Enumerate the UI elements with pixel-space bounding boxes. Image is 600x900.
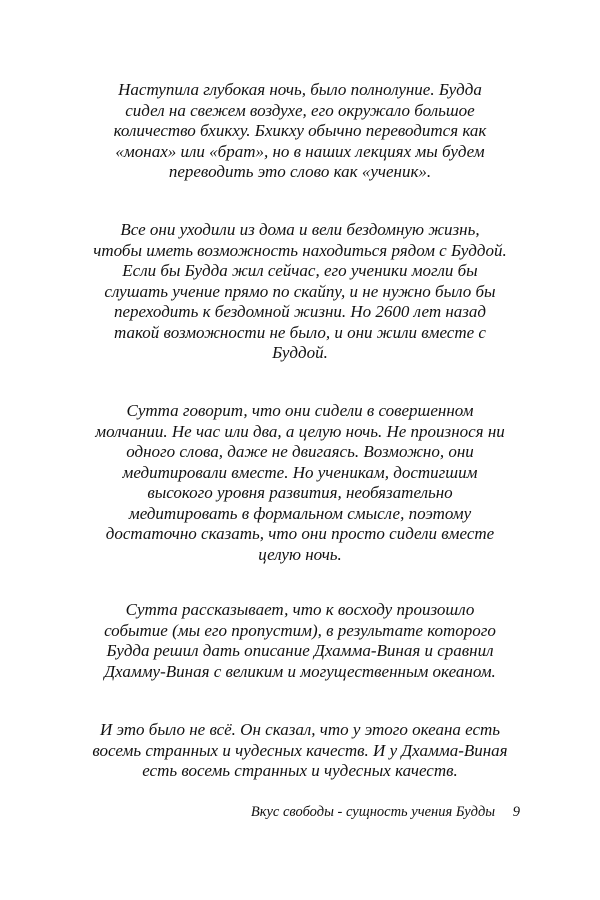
text-line: переводить это слово как «ученик».	[168, 162, 432, 181]
paragraph	[70, 220, 530, 364]
text-line: молчании. Не час или два, а целую ночь. Не произнося ни	[95, 421, 505, 441]
text-line: одного слова, даже не двигаясь. Возможно, они	[126, 442, 474, 461]
text-line: сидел на свежем воздухе, его окружало большое	[125, 100, 475, 120]
text-line: Буддой.	[272, 343, 328, 362]
page-number: 9	[512, 804, 520, 820]
text-line: И это было не всё. Он сказал, что у этого океана есть	[99, 720, 501, 739]
text-line: слушать учение прямо по скайпу, и не нужно было бы	[104, 281, 496, 301]
text-line: Будда решил дать описание Дхамма-Виная и сравнил	[106, 641, 494, 660]
text-line: достаточно сказать, что они просто сидели вместе	[105, 524, 495, 543]
paragraph	[70, 600, 530, 682]
text-line: Наступила глубокая ночь, было полнолуние. Будда	[118, 80, 482, 99]
text-line: Если бы Будда жил сейчас, его ученики могли бы	[122, 261, 478, 280]
text-line: чтобы иметь возможность находиться рядом с Буддой.	[93, 240, 507, 260]
text-line: целую ночь.	[258, 544, 342, 564]
paragraph	[70, 720, 530, 782]
text-line: Все они уходили из дома и вели бездомную жизнь,	[120, 220, 480, 239]
text-line: Сутта говорит, что они сидели в совершенном	[126, 401, 474, 420]
text-line: Сутта рассказывает, что к восходу произошло	[125, 600, 475, 619]
text-line: медитировали вместе. Но ученикам, достигшим	[122, 462, 478, 482]
text-line: переходить к бездомной жизни. Но 2600 лет назад	[113, 302, 487, 321]
text-line: «монах» или «брат», но в наших лекциях мы будем	[115, 141, 485, 161]
text-line: событие (мы его пропустим), в результате которого	[104, 620, 496, 640]
paragraph	[70, 401, 530, 565]
text-line: медитировать в формальном смысле, поэтому	[128, 503, 472, 523]
book-title: Вкус свободы - сущность учения Будды	[250, 804, 496, 820]
text-line: такой возможности не было, и они жили вместе с	[114, 322, 486, 342]
text-line: количество бхикху. Бхикху обычно переводится как	[113, 121, 487, 140]
text-line: восемь странных и чудесных качеств. И у Дхамма-Виная	[92, 740, 508, 760]
text-line: есть восемь странных и чудесных качеств.	[142, 761, 458, 780]
paragraph	[70, 80, 530, 183]
text-line: Дхамму-Виная с великим и могущественным океаном.	[104, 661, 496, 681]
page-footer	[251, 803, 520, 821]
text-line: высокого уровня развития, необязательно	[147, 483, 453, 502]
